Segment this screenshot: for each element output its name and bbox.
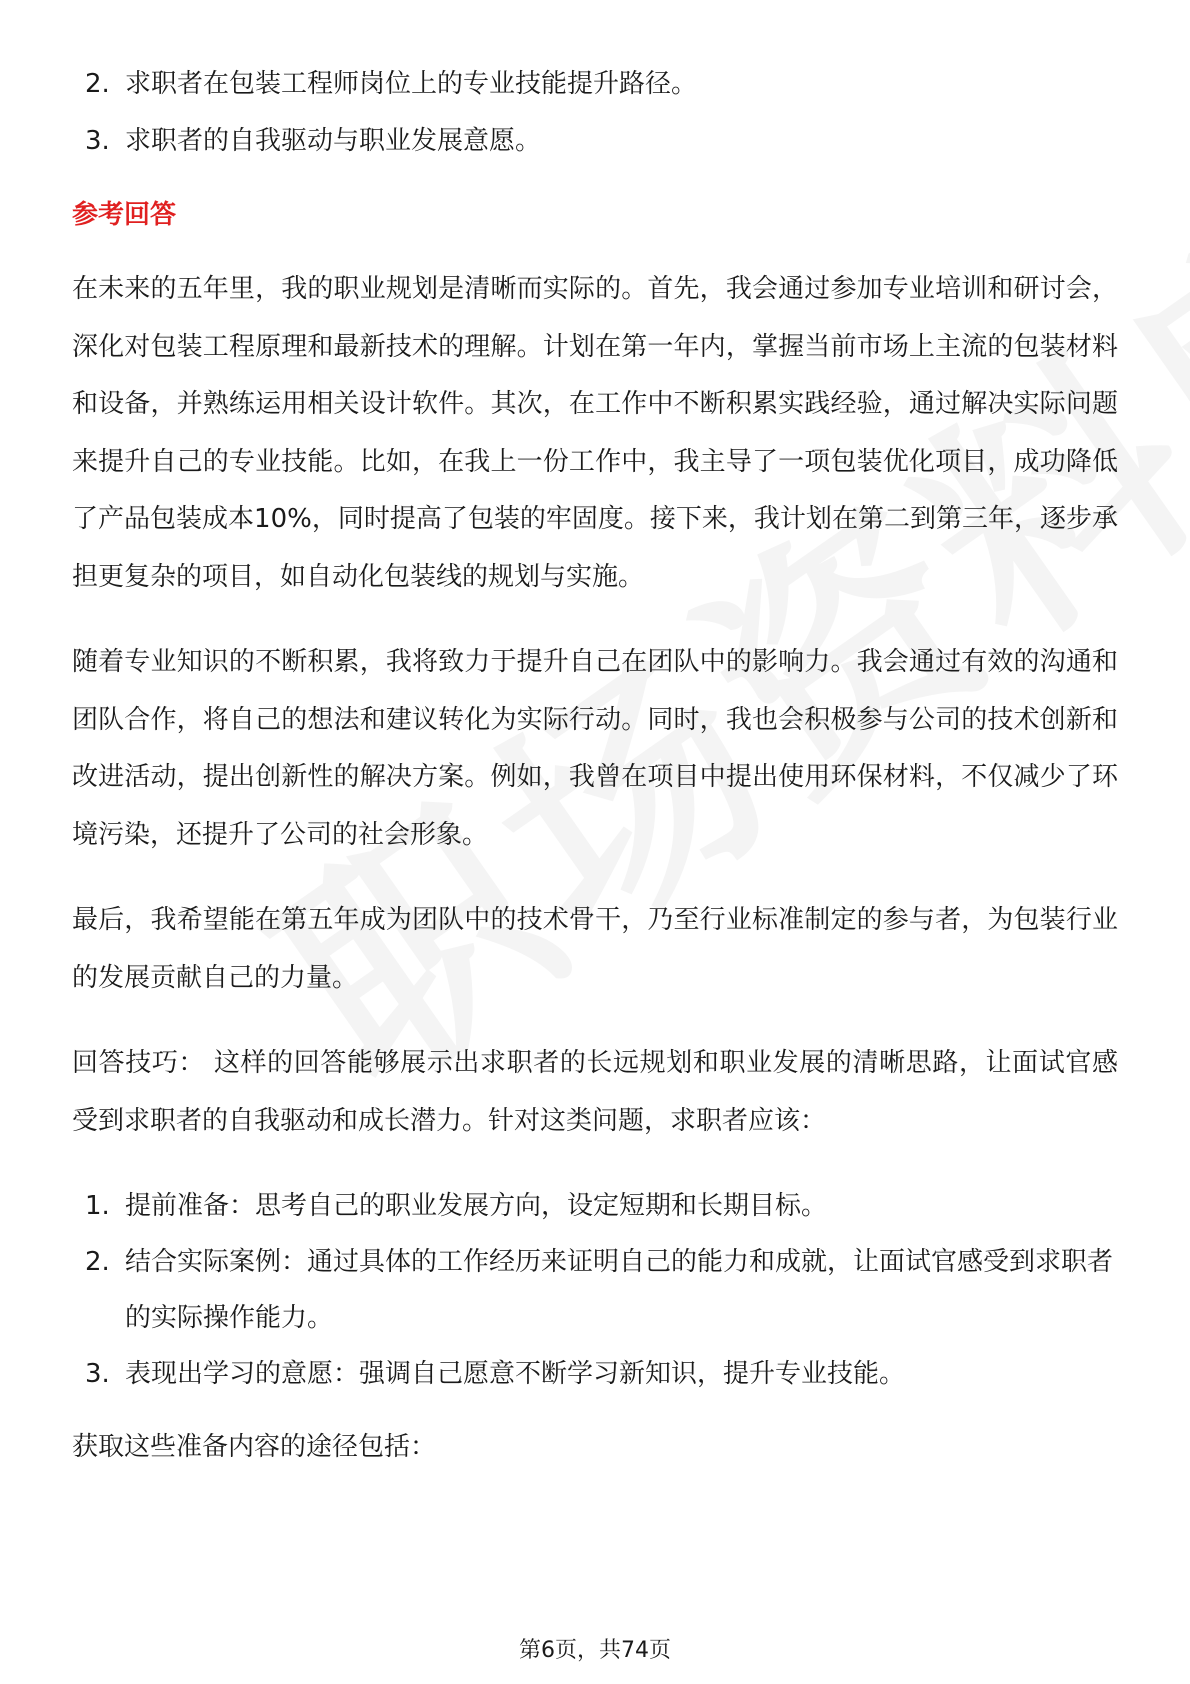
list-item-text: 表现出学习的意愿：强调自己愿意不断学习新知识，提升专业技能。 bbox=[125, 1359, 906, 1389]
list-number: 1. bbox=[85, 1191, 110, 1221]
list-item bbox=[72, 56, 1118, 113]
list-item-text: 结合实际案例：通过具体的工作经历来证明自己的能力和成就，让面试官感受到求职者的实际操作能力。 bbox=[125, 1247, 1114, 1333]
answer-paragraph-2: 随着专业知识的不断积累，我将致力于提升自己在团队中的影响力。我会通过有效的沟通和团队合作，将自己的想法和建议转化为实际行动。同时，我也会积极参与公司的技术创新和改进活动，提出创新性的解决方案。例如，我曾在项目中提出使用环保材料，不仅减少了环境污染，还提升了公司的社会形象。 bbox=[72, 647, 1118, 850]
list-number: 3. bbox=[85, 1359, 110, 1389]
list-item bbox=[72, 113, 1118, 170]
list-item bbox=[72, 1346, 1118, 1402]
answer-paragraph-1: 在未来的五年里，我的职业规划是清晰而实际的。首先，我会通过参加专业培训和研讨会，深化对包装工程原理和最新技术的理解。计划在第一年内，掌握当前市场上主流的包装材料和设备，并熟练运用相关设计软件。其次，在工作中不断积累实践经验，通过解决实际问题来提升自己的专业技能。比如，在我上一份工作中，我主导了一项包装优化项目，成功降低了产品包装成本10%，同时提高了包装的牢固度。接下来，我计划在第二到第三年，逐步承担更复杂的项目，如自动化包装线的规划与实施。 bbox=[72, 274, 1118, 592]
list-number: 2. bbox=[85, 1247, 110, 1277]
closing-line: 获取这些准备内容的途径包括： bbox=[72, 1432, 437, 1462]
list-item-text: 求职者在包装工程师岗位上的专业技能提升路径。 bbox=[125, 69, 698, 99]
question-points-list bbox=[72, 56, 1118, 170]
tips-intro-paragraph: 回答技巧： 这样的回答能够展示出求职者的长远规划和职业发展的清晰思路，让面试官感受到求职者的自我驱动和成长潜力。针对这类问题，求职者应该： bbox=[72, 1048, 1118, 1136]
tips-list bbox=[72, 1178, 1118, 1402]
list-item bbox=[72, 1178, 1118, 1234]
list-number: 2. bbox=[85, 69, 110, 99]
page-number-footer: 第6页，共74页 bbox=[519, 1638, 671, 1663]
page-content bbox=[72, 56, 1118, 1505]
list-item-text: 提前准备：思考自己的职业发展方向，设定短期和长期目标。 bbox=[125, 1191, 828, 1221]
list-item-text: 求职者的自我驱动与职业发展意愿。 bbox=[125, 126, 542, 156]
list-item bbox=[72, 1234, 1118, 1346]
list-number: 3. bbox=[85, 126, 110, 156]
answer-paragraph-3: 最后，我希望能在第五年成为团队中的技术骨干，乃至行业标准制定的参与者，为包装行业的发展贡献自己的力量。 bbox=[72, 905, 1118, 993]
section-heading: 参考回答 bbox=[72, 200, 177, 230]
